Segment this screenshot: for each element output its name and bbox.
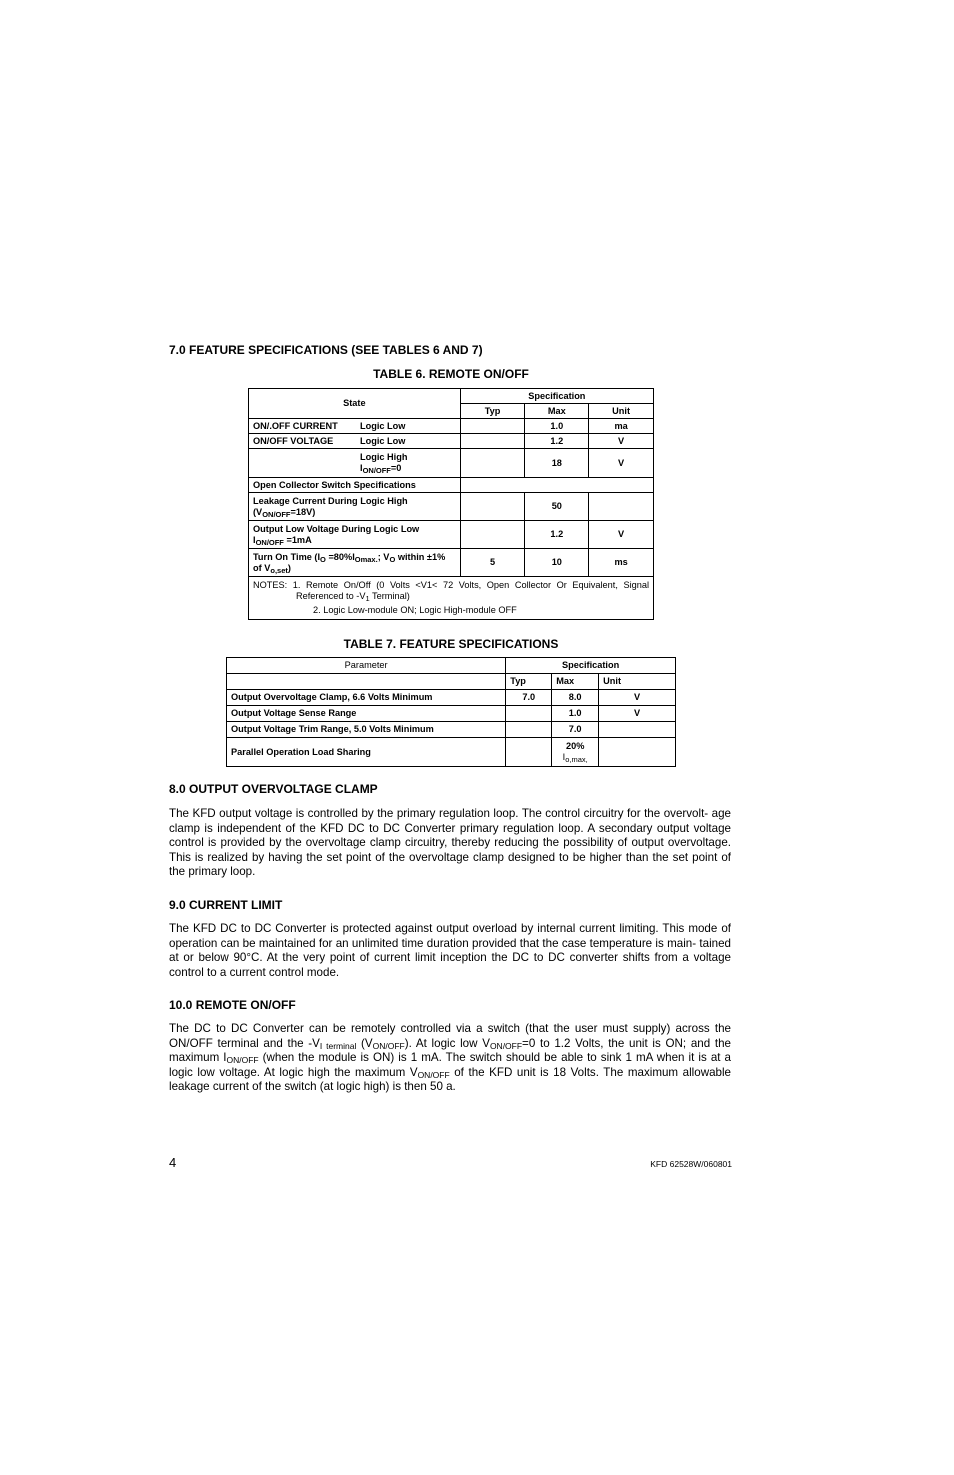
cell-typ: 7.0 — [506, 690, 552, 706]
cell-param: Parallel Operation Load Sharing — [227, 738, 506, 767]
cell-typ — [460, 449, 525, 478]
row-sublabel: Logic Low — [360, 420, 406, 431]
cell-typ: 5 — [460, 549, 525, 577]
table-row — [249, 419, 654, 434]
table-7-col-max: Max — [552, 674, 599, 690]
blank-cell — [460, 478, 653, 493]
cell-typ — [506, 722, 552, 738]
table-6-col-unit: Unit — [589, 404, 654, 419]
cell-typ — [506, 706, 552, 722]
cell-unit — [599, 738, 676, 767]
cell-max: 1.0 — [525, 419, 589, 434]
row-label: Leakage Current During Logic High — [253, 495, 408, 506]
table-6-col-typ: Typ — [460, 404, 525, 419]
table-6-remote-on-off — [248, 388, 654, 620]
table-row — [249, 478, 654, 493]
table-row — [227, 690, 676, 706]
table-7-header-param: Parameter — [227, 658, 506, 674]
table-6-col-max: Max — [525, 404, 589, 419]
table-row — [227, 706, 676, 722]
cell-typ — [460, 419, 525, 434]
cell-max: 1.0 — [552, 706, 599, 722]
cell-unit — [589, 493, 654, 521]
cell-typ — [460, 493, 525, 521]
row-label: Output Low Voltage During Logic Low — [253, 523, 420, 534]
table-7-col-unit: Unit — [599, 674, 676, 690]
cell-max: 1.2 — [525, 434, 589, 449]
cell-param: Output Voltage Sense Range — [227, 706, 506, 722]
table-row — [227, 722, 676, 738]
table-6-caption: TABLE 6. REMOTE ON/OFF — [373, 367, 529, 381]
cell-unit: V — [589, 434, 654, 449]
row-label: ON/.OFF CURRENT — [253, 420, 338, 431]
note-2: 2. Logic Low-module ON; Logic High-module OFF — [313, 605, 517, 615]
table-row — [249, 434, 654, 449]
cell-unit: V — [589, 449, 654, 478]
table-row — [249, 449, 654, 478]
cell-max: 1.2 — [525, 521, 589, 549]
table-row — [227, 738, 676, 767]
table-row — [249, 521, 654, 549]
table-6-header-state: State — [249, 389, 461, 419]
cell-unit: V — [599, 706, 676, 722]
cell-max: 50 — [525, 493, 589, 521]
cell-max: 20% $I_{o,max,}$ — [552, 738, 599, 767]
table-6-notes — [249, 577, 654, 620]
row-label-2: $(V_{ON/OFF}=18V)$ — [253, 506, 316, 519]
table-7-header-spec: Specification — [506, 658, 676, 674]
blank-cell — [227, 674, 506, 690]
cell-typ — [460, 434, 525, 449]
row-label-2: $I_{ON/OFF} =1mA$ — [253, 534, 312, 547]
table-row — [249, 549, 654, 577]
section-7-heading: 7.0 FEATURE SPECIFICATIONS (SEE TABLES 6 AND 7) — [169, 343, 483, 357]
cell-param: Output Voltage Trim Range, 5.0 Volts Minimum — [227, 722, 506, 738]
document-id: KFD 62528W/060801 — [650, 1159, 732, 1169]
cell-typ — [506, 738, 552, 767]
cell-max: 7.0 — [552, 722, 599, 738]
table-row — [249, 493, 654, 521]
cell-max: 10 — [525, 549, 589, 577]
row-sublabel: Logic High — [360, 452, 408, 462]
row-label: ON/OFF VOLTAGE — [253, 435, 334, 446]
cell-unit: ms — [589, 549, 654, 577]
turn-on-time-label: Turn On Time ($I_O =80\%I_{Omax.}$; $V_O$ within ±1% of $V_{o,set}$) — [249, 549, 461, 577]
section-10-body: The DC to DC Converter can be remotely controlled via a switch (that the user must supply) across the ON/OFF terminal and the $-V_{I terminal}$ $(V_{ON/OFF})$. At logic low $V_{ON/OFF}=0$ to 1.2 Volts, the unit is ON; and the maximum $I_{ON/OFF}$ (when the module is ON) is 1 mA. The switch should be able to sink 1 mA when it is at a logic low voltage. At logic high the maximum $V_{ON/OFF}$ of the KFD unit is 18 Volts. The maximum allowable leakage current of the switch (at logic high) is then 50 a. — [169, 1022, 731, 1094]
cell-max: 18 — [525, 449, 589, 478]
cell-unit: V — [599, 690, 676, 706]
section-10-heading: 10.0 REMOTE ON/OFF — [169, 998, 296, 1012]
table-6-header-spec: Specification — [460, 389, 653, 404]
page-number: 4 — [169, 1155, 177, 1170]
cell-typ — [460, 521, 525, 549]
table-7-feature-specifications — [226, 657, 676, 767]
cell-param: Output Overvoltage Clamp, 6.6 Volts Minimum — [227, 690, 506, 706]
section-8-body: The KFD output voltage is controlled by the primary regulation loop. The control circuitry for the overvolt- age clamp is independent of the KFD DC to DC Converter primary regulation loop. A secondary output voltage control is provided by the overvoltage clamp circuitry, thereby reducing the possibility of output overvoltage. This is realized by having the set point of the overvoltage clamp designed to be higher than the set point of the primary loop. — [169, 807, 731, 879]
cell-unit: V — [589, 521, 654, 549]
cell-unit: ma — [589, 419, 654, 434]
note-1: NOTES: 1. Remote On/Off (0 Volts <V1< 72 Volts, Open Collector Or Equivalent, Signal Referenced to $-V_1$ Terminal) — [253, 580, 649, 603]
row-sublabel-2: $I_{ON/OFF}=0$ — [360, 463, 402, 475]
table-7-caption: TABLE 7. FEATURE SPECIFICATIONS — [343, 637, 559, 651]
section-9-heading: 9.0 CURRENT LIMIT — [169, 898, 283, 912]
cell-max: 8.0 — [552, 690, 599, 706]
cell-unit — [599, 722, 676, 738]
table-7-col-typ: Typ — [506, 674, 552, 690]
section-9-body: The KFD DC to DC Converter is protected against output overload by internal current limiting. This mode of operation can be maintained for an unlimited time duration provided that the case temperature is main- tained at or below 90°C. At the very point of current limit inception the DC to DC converter shifts from a voltage control to a current control mode. — [169, 922, 731, 979]
section-8-heading: 8.0 OUTPUT OVERVOLTAGE CLAMP — [169, 782, 378, 796]
open-collector-heading: Open Collector Switch Specifications — [249, 478, 461, 493]
row-sublabel: Logic Low — [360, 435, 406, 446]
